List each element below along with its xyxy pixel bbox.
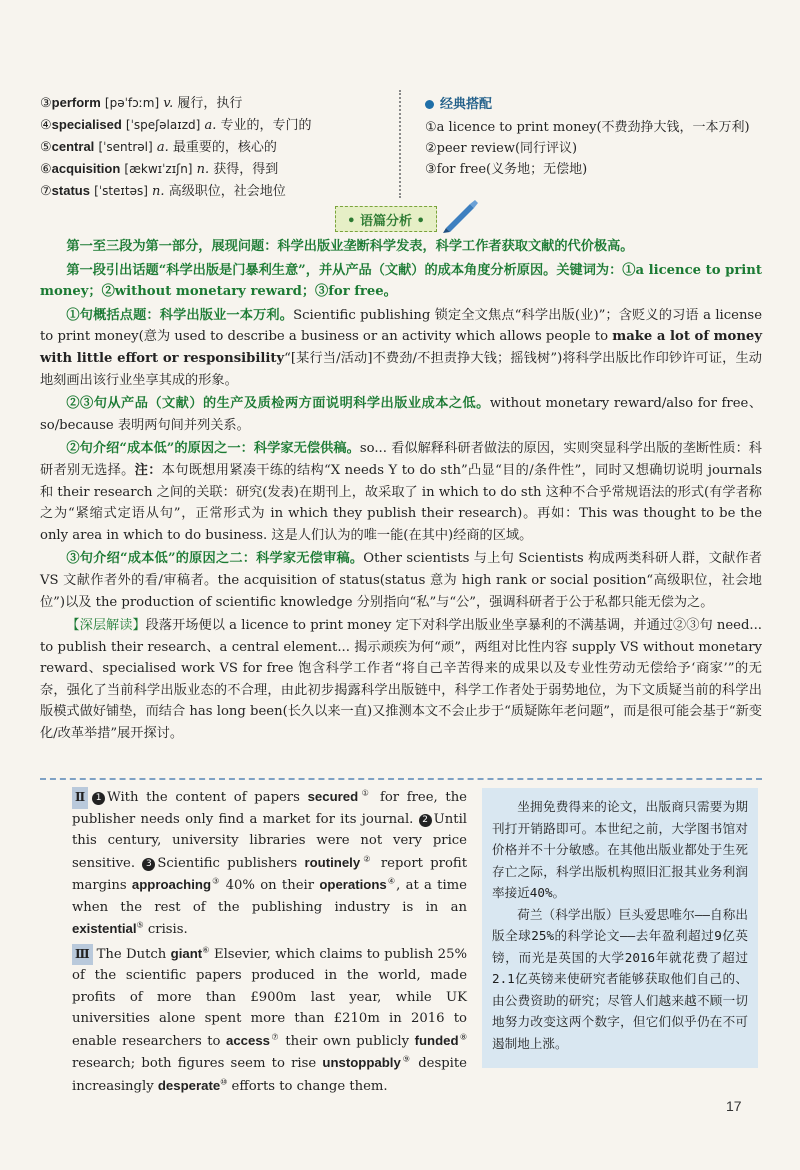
vocab-phonetic: [ˈsentrəl] xyxy=(98,140,153,154)
paragraph-number: Ⅱ xyxy=(72,787,88,809)
collocation-item: ①a licence to print money(不费劲挣大钱，一本万利) xyxy=(425,120,750,135)
vocab-pos: v. xyxy=(163,96,174,111)
vocab-highlight: unstoppably xyxy=(322,1055,401,1070)
sentence-number: 1 xyxy=(92,792,105,805)
vocab-definition: 履行，执行 xyxy=(177,96,243,111)
vocab-number: ⑤ xyxy=(40,140,52,155)
page-number: 17 xyxy=(726,1098,742,1114)
sentence-number: 3 xyxy=(142,858,155,871)
analysis-paragraph xyxy=(40,305,762,391)
vocab-highlight: funded xyxy=(414,1032,459,1048)
analysis-text: without monetary reward/also for free、so/because 表明两句间并列关系。 xyxy=(40,396,763,433)
article-text-run: crisis. xyxy=(143,922,188,937)
collocation-box xyxy=(425,94,765,180)
vocab-phonetic: [ækwɪˈzɪʃn] xyxy=(124,162,193,176)
footnote-mark: ⑨ xyxy=(400,1054,412,1064)
article-text xyxy=(72,786,467,1097)
footnote-mark: ⑥ xyxy=(202,945,210,955)
analysis-keypoint: ②句介绍“成本低”的原因之一：科学家无偿供稿。 xyxy=(66,441,360,457)
vocab-word: status xyxy=(51,183,90,198)
article-text-run: research; both figures seem to rise xyxy=(72,1056,323,1071)
deep-reading-label: 【深层解读】 xyxy=(66,618,146,634)
analysis-keypoint: 第一段引出话题“科学出版是门暴利生意”，并从产品（文献）的成本角度分析原因。关键词为：①a licence to print money；②without monetary reward；③for free。 xyxy=(40,262,762,300)
vocab-highlight: approaching xyxy=(131,877,212,892)
analysis-text: 本句既想用紧凑干练的结构“X needs Y to do sth”凸显“目的/条件性”，同时又想确切说明 journals 和 their research 之间的关联：研究(发表)在期刊上，故采取了 in which to do sth 这种不合乎常规语法的形式(有学者称之为“紧缩式定语从句”，正常形式为 in which they publish their research)。再如：This was thought to be the only area in which to do business. 这是人们认为的唯一能(在其中)经商的区域。 xyxy=(40,462,763,543)
section-summary: 第一至三段为第一部分，展现问题：科学出版业垄断科学发表，科学工作者获取文献的代价极高。 xyxy=(66,239,634,254)
footnote-mark: ③ xyxy=(211,876,221,886)
footnote-mark: ① xyxy=(358,788,373,798)
article-text-run: Until this century, university libraries were not very price sensitive. xyxy=(72,811,467,871)
article-text-run: despite increasingly xyxy=(72,1056,467,1094)
article-text-run: 40% on their xyxy=(220,878,320,893)
discourse-analysis xyxy=(40,236,762,747)
article-paragraph-3 xyxy=(72,943,467,1098)
analysis-text: “[某行当/活动]不费劲/不担责挣大钱；摇钱树”)将科学出版比作印钞许可证，生动地刻画出该行业坐享其成的形象。 xyxy=(40,350,762,388)
vocab-word: perform xyxy=(51,95,101,110)
vocab-definition: 获得，得到 xyxy=(213,162,279,177)
vocab-highlight: desperate xyxy=(157,1077,221,1093)
vocab-highlight: access xyxy=(226,1032,271,1048)
analysis-text: 段落开场便以 a licence to print money 定下对科学出版业坐享暴利的不满基调，并通过②③句 need... to publish their research、a central element... 揭示顽疾为何“顽”，两组对比性内容 supply VS without monetary reward、specialised work VS for free 饱含科学工作者“将自己辛苦得来的成果以及专业性劳动无偿给予‘商家’”的无奈，强化了当前科学出版业态的不合理，由此初步揭露科学出版链中，科学工作者处于弱势地位，为下文质疑当前的科学出版模式做好铺垫，而结合 has long been(长久以来一直)又推测本文不会止步于“质疑陈年老问题”，而是很可能会基于“新变化/改革举措”展开探讨。 xyxy=(40,618,763,742)
footnote-mark: ② xyxy=(360,854,374,864)
dashed-divider xyxy=(40,778,762,780)
sentence-number: 2 xyxy=(419,814,432,827)
analysis-text: so... 看似解释科研者做法的原因，实则突显科学出版的垄断性质：科研者别无选择。 xyxy=(40,441,762,478)
translation-paragraph: 荷兰（科学出版）巨头爱思唯尔——自称出版全球25%的科学论文——去年盈利超过9亿英镑，而光是英国的大学2016年就花费了超过2.1亿英镑来使研究者能够获取他们自己的、由公费资助的研究；尽管人们越来越不顾一切地努力改变这两个数字，但它们似乎仍在不可遏制地上涨。 xyxy=(492,906,748,1051)
vocab-pos: n. xyxy=(152,184,165,199)
vocab-highlight: routinely xyxy=(304,854,361,870)
vocabulary-list xyxy=(40,92,390,202)
analysis-keypoint: ②③句从产品（文献）的生产及质检两方面说明科学出版业成本之低。 xyxy=(66,396,490,412)
vocab-definition: 最重要的，核心的 xyxy=(172,140,277,155)
vocab-item xyxy=(40,180,390,202)
footnote-mark: ④ xyxy=(386,876,397,886)
collocation-heading xyxy=(425,94,765,115)
analysis-paragraph xyxy=(40,615,762,745)
analysis-paragraph xyxy=(40,548,762,613)
vocab-word: specialised xyxy=(51,117,122,132)
vocab-item xyxy=(40,92,390,114)
vocab-highlight: existential xyxy=(72,921,137,936)
vocab-definition: 专业的，专门的 xyxy=(220,118,312,133)
vocab-highlight: secured xyxy=(307,789,359,804)
collocation-item: ②peer review(同行评议) xyxy=(425,141,578,156)
article-text-run: efforts to change them. xyxy=(227,1078,388,1094)
vocab-highlight: giant xyxy=(170,945,203,961)
analysis-text: Other scientists 与上句 Scientists 构成两类科研人群，文献作者 VS 文献作者外的看/审稿者。the acquisition of status(status 意为 high rank or social position“高级职位，社会地位”)以及 the production of scientific knowledge 分别指向“私”与“公”，强调科研者于公于私都只能无偿为之。 xyxy=(40,551,762,610)
article-text-run: , at a time when the rest of the publishing industry is in an xyxy=(72,878,467,915)
translation-box xyxy=(482,788,758,1068)
footnote-mark: ⑦ xyxy=(270,1032,280,1042)
analysis-text: Scientific publishing 锁定全文焦点“科学出版(业)”；含贬义的习语 a license to print money(意为 used to describe a business or an activity which allows people to xyxy=(40,307,763,345)
analysis-note-label: 注： xyxy=(134,462,162,478)
footnote-mark: ⑧ xyxy=(458,1032,468,1042)
footnote-mark: ⑤ xyxy=(136,920,144,930)
vocab-pos: a. xyxy=(204,118,217,133)
vocab-phonetic: [ˈsteɪtəs] xyxy=(94,184,148,198)
article-text-run: their own publicly xyxy=(279,1033,415,1049)
vocab-phonetic: [pəˈfɔːm] xyxy=(104,96,160,110)
vocab-number: ④ xyxy=(40,118,52,133)
translation-paragraph: 坐拥免费得来的论文，出版商只需要为期刊打开销路即可。本世纪之前，大学图书馆对价格并不十分敏感。在其他出版业都处于生死存亡之际，科学出版机构照旧汇报其业务利润率接近40%。 xyxy=(492,799,748,900)
collocation-heading-text: 经典搭配 xyxy=(440,97,493,112)
article-text-run: Scientific publishers xyxy=(157,855,305,871)
vocab-number: ③ xyxy=(40,96,52,111)
vocab-phonetic: [ˈspeʃəlaɪzd] xyxy=(125,118,201,132)
vocab-number: ⑦ xyxy=(40,184,52,199)
pen-icon xyxy=(440,198,480,234)
vocab-word: central xyxy=(51,139,95,154)
analysis-paragraph xyxy=(40,438,762,546)
article-text-run: report profit margins xyxy=(72,855,468,893)
article-text-run: The Dutch xyxy=(96,946,171,962)
vocab-item xyxy=(40,114,390,136)
vocab-pos: a. xyxy=(156,140,169,155)
vocab-item xyxy=(40,136,390,158)
vocab-item xyxy=(40,158,390,180)
spiral-divider xyxy=(399,90,415,198)
article-text-run: Elsevier, which claims to publish 25% of the scientific papers produced in the world, made profits of more than £900m last year, while UK universities alone spent more than £210m in 2016 to enable researchers to xyxy=(72,946,467,1049)
article-text-run: With the content of papers xyxy=(107,790,308,805)
article-text-run: for free, the publisher needs only find a market for its journal. xyxy=(72,790,467,827)
vocab-highlight: operations xyxy=(319,877,387,892)
analysis-keypoint: ①句概括点题：科学出版业一本万利。 xyxy=(66,307,294,323)
bullet-icon xyxy=(425,100,434,109)
vocab-number: ⑥ xyxy=(40,162,52,177)
vocab-definition: 高级职位，社会地位 xyxy=(168,184,286,199)
analysis-emphasis: make a lot of money with little effort or responsibility xyxy=(40,329,762,366)
analysis-keypoint: ③句介绍“成本低”的原因之二：科学家无偿审稿。 xyxy=(66,551,364,567)
vocab-pos: n. xyxy=(196,162,210,177)
collocation-item: ③for free(义务地；无偿地) xyxy=(425,162,588,177)
analysis-paragraph xyxy=(40,393,762,436)
paragraph-number: Ⅲ xyxy=(72,944,93,966)
article-paragraph-2 xyxy=(72,786,467,941)
vocab-word: acquisition xyxy=(51,161,121,176)
analysis-paragraph xyxy=(40,260,762,303)
section-banner: • 语篇分析 • xyxy=(335,206,437,232)
footnote-mark: ⑩ xyxy=(220,1077,228,1087)
